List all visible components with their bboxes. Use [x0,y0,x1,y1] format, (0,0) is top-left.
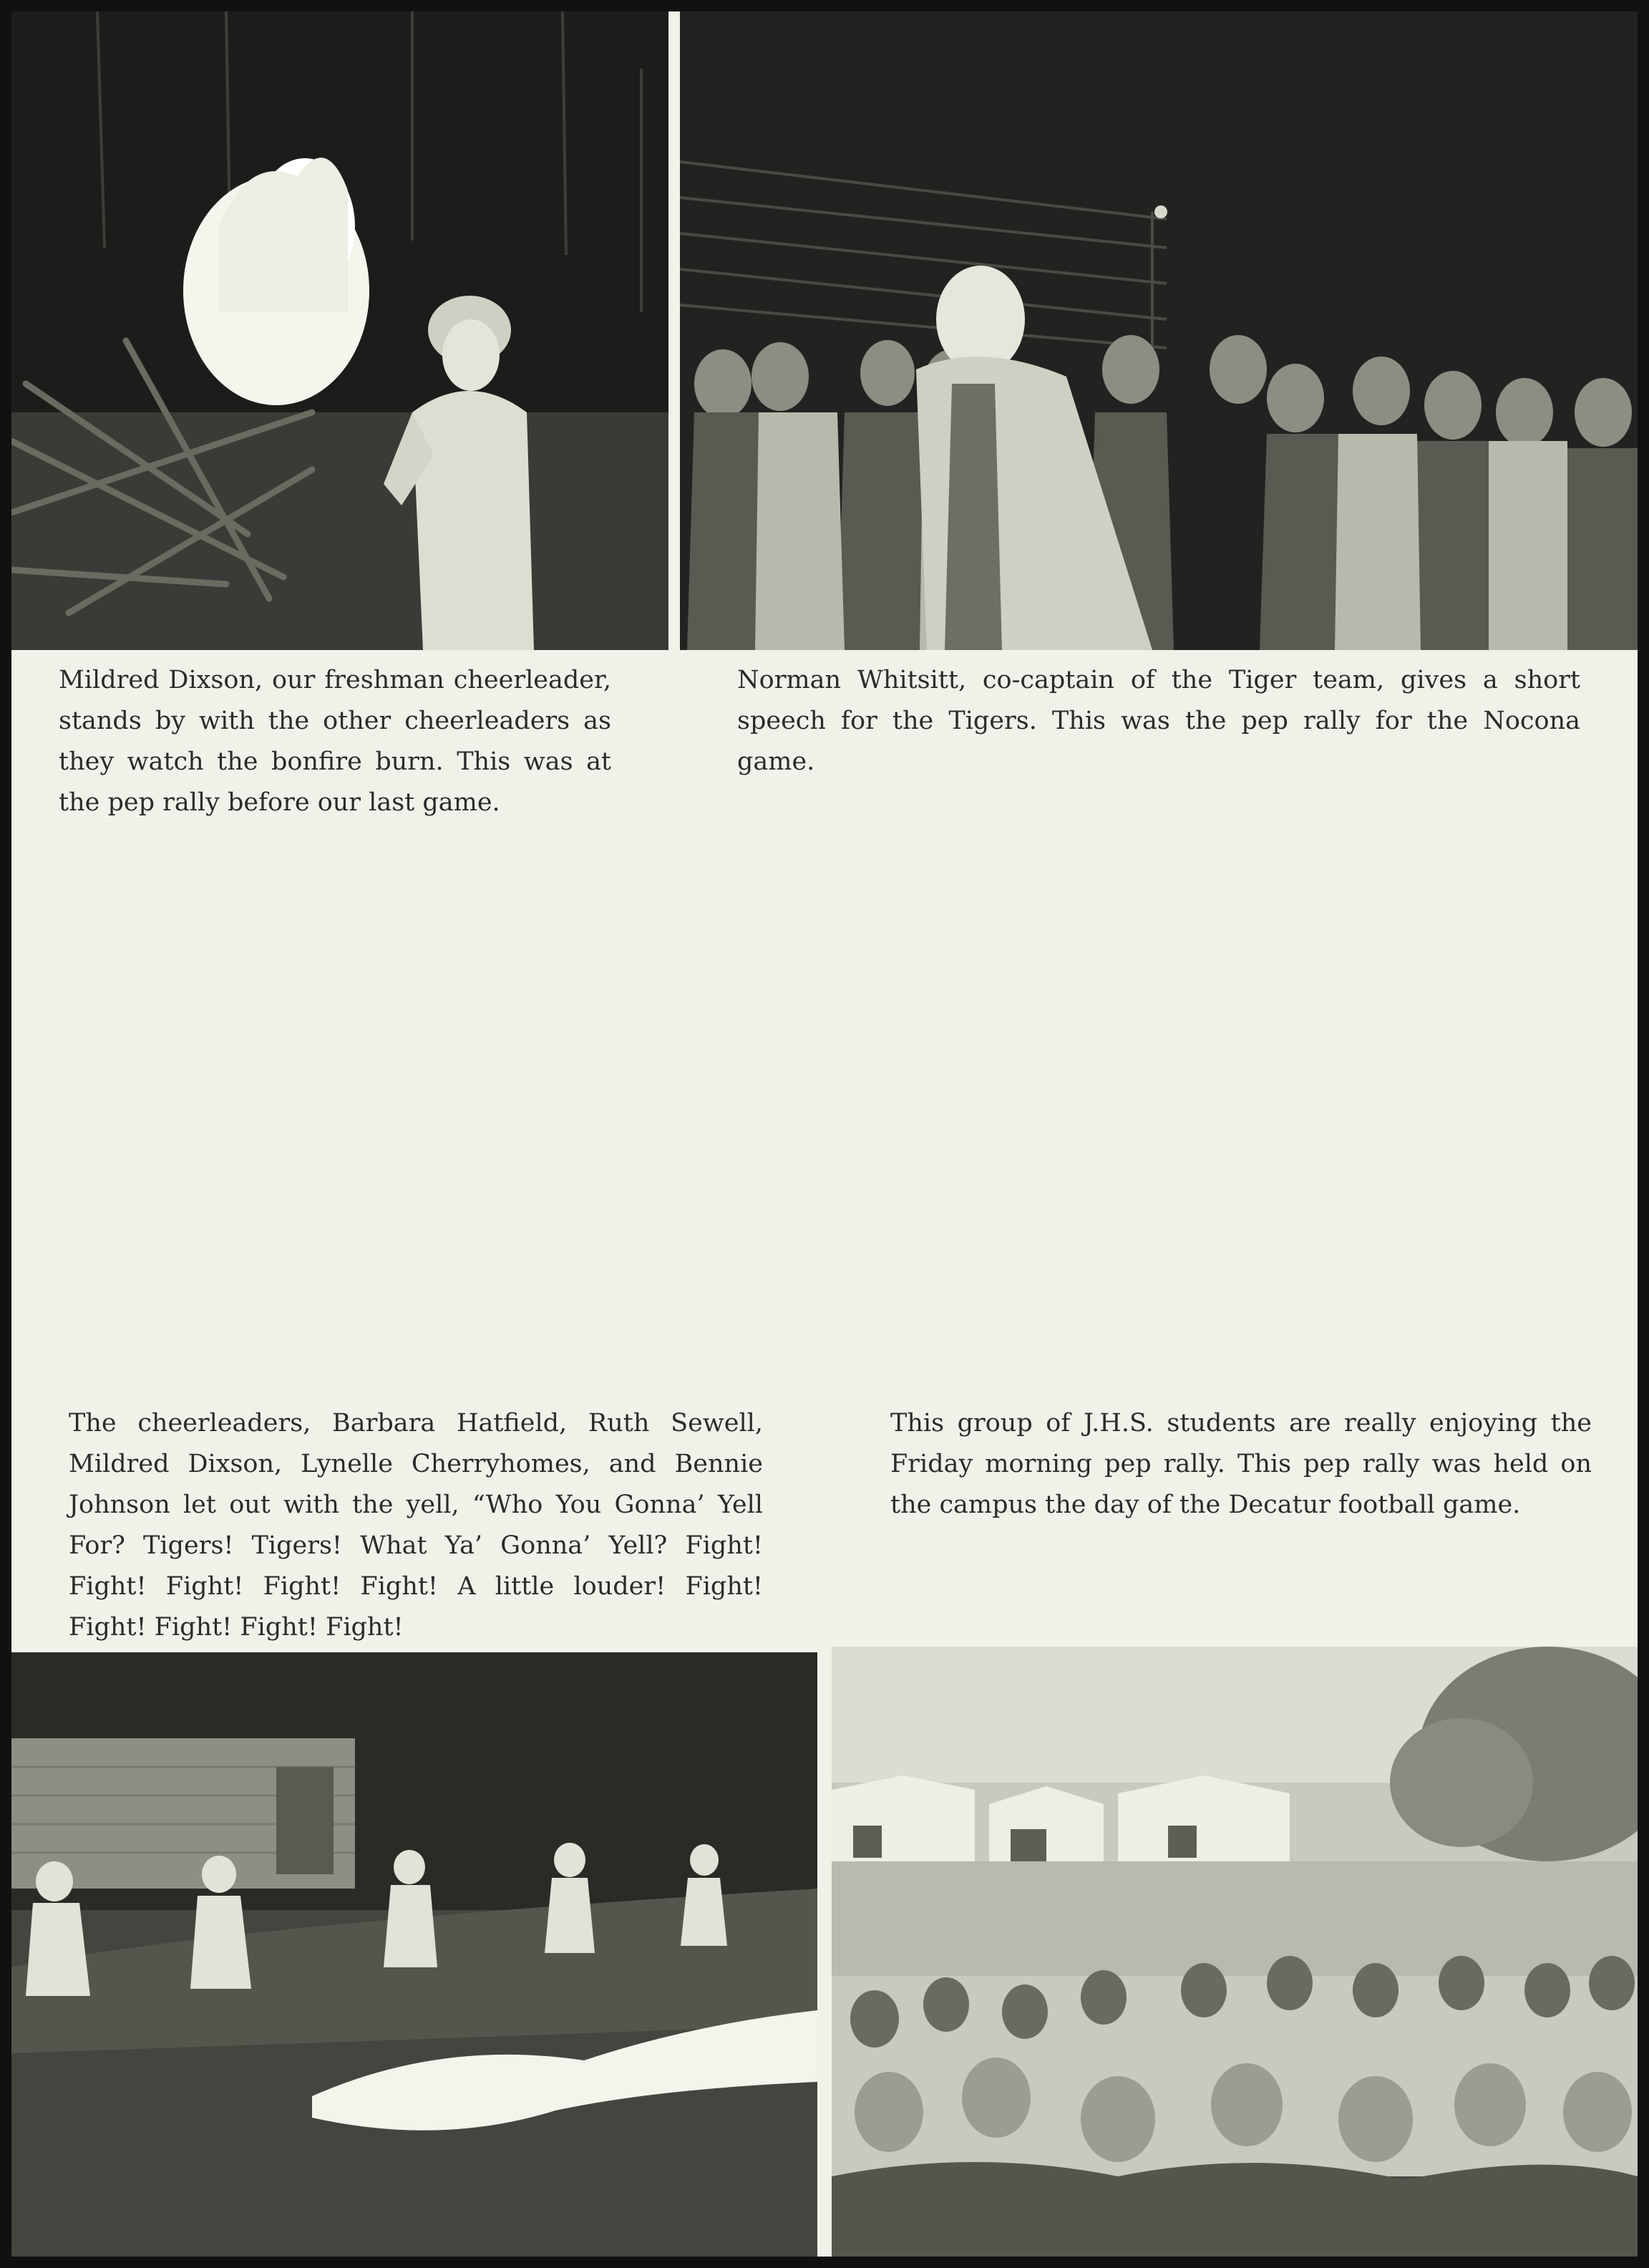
caption-cheerleaders-text: The cheerleaders, Barbara Hatfield, Ruth Sewell, Mildred Dixson, Lynelle Cherryhomes, and Bennie Johnson let out with the yell, “Who You Gonna’ Yell For? Tigers! Tigers! What Ya’ Gonna’ Yell? Fight! Fight! Fight! Fight! Fight! A little louder! Fight! Fight! Fight! Fight! Fight! [69,1409,763,1642]
caption-students-text: This group of J.H.S. students are really enjoying the Friday morning pep rally. This pep rally was held on the campus the day of the Decatur football game. [890,1409,1592,1519]
caption-students [890,1403,1592,1526]
caption-bonfire [59,660,611,823]
photo-cheerleaders-yell [11,1652,817,2257]
photo-campus-students [832,1647,1638,2257]
caption-bonfire-text: Mildred Dixson, our freshman cheerleader, stands by with the other cheerleaders as they watch the bonfire burn. This was at the pep rally before our last game. [59,666,611,817]
caption-cheerleaders [69,1403,763,1648]
caption-speech-text: Norman Whitsitt, co-captain of the Tiger team, gives a short speech for the Tigers. This was the pep rally for the Nocona game. [737,666,1580,776]
caption-speech [737,660,1580,782]
yearbook-page [11,11,1638,2257]
photo-bonfire-cheerleader [11,11,668,650]
photo-speech-crowd [680,11,1638,650]
